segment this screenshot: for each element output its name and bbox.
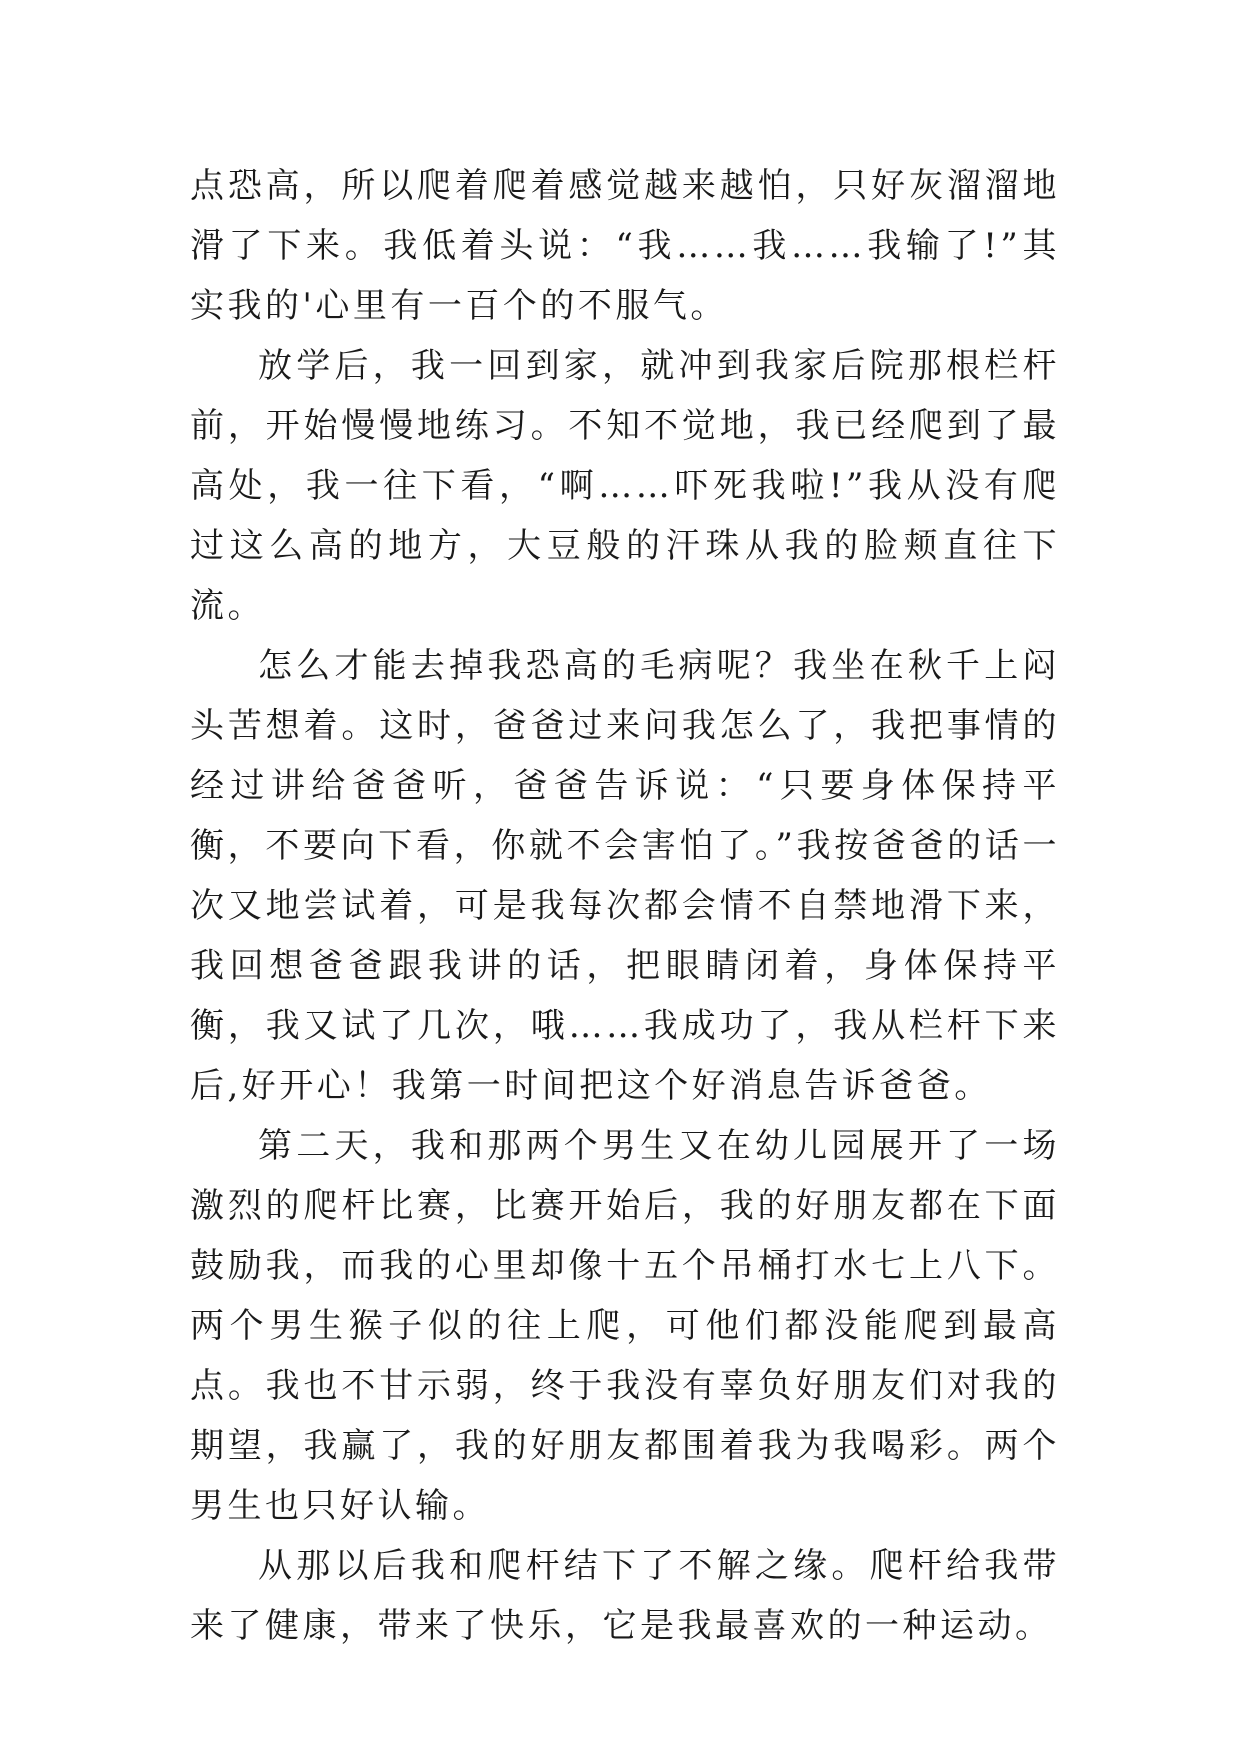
paragraph-continued: 点恐高，所以爬着爬着感觉越来越怕，只好灰溜溜地滑了下来。我低着头说：“我……我……我输了!”其实我的'心里有一百个的不服气。 [190,166,1060,326]
paragraph-second-day: 第二天，我和那两个男生又在幼儿园展开了一场激烈的爬杆比赛，比赛开始后，我的好朋友都在下面鼓励我，而我的心里却像十五个吊桶打水七上八下。两个男生猴子似的往上爬，可他们都没能爬到最高点。我也不甘示弱，终于我没有辜负好朋友们对我的期望，我赢了，我的好朋友都围着我为我喝彩。两个男生也只好认输。 [190,1126,1060,1526]
paragraph-after-school: 放学后，我一回到家，就冲到我家后院那根栏杆前，开始慢慢地练习。不知不觉地，我已经爬到了最高处，我一往下看，“啊……吓死我啦!”我从没有爬过这么高的地方，大豆般的汗珠从我的脸颊直往下流。 [190,346,1060,626]
paragraph-fear-of-heights: 怎么才能去掉我恐高的毛病呢？我坐在秋千上闷头苦想着。这时，爸爸过来问我怎么了，我把事情的经过讲给爸爸听，爸爸告诉说：“只要身体保持平衡，不要向下看，你就不会害怕了。”我按爸爸的话一次又地尝试着，可是我每次都会情不自禁地滑下来，我回想爸爸跟我讲的话，把眼睛闭着，身体保持平衡，我又试了几次，哦……我成功了，我从栏杆下来后,好开心！我第一时间把这个好消息告诉爸爸。 [190,646,1060,1106]
paragraph-conclusion: 从那以后我和爬杆结下了不解之缘。爬杆给我带来了健康，带来了快乐，它是我最喜欢的一种运动。 [190,1546,1060,1646]
document-body [190,156,1060,1656]
